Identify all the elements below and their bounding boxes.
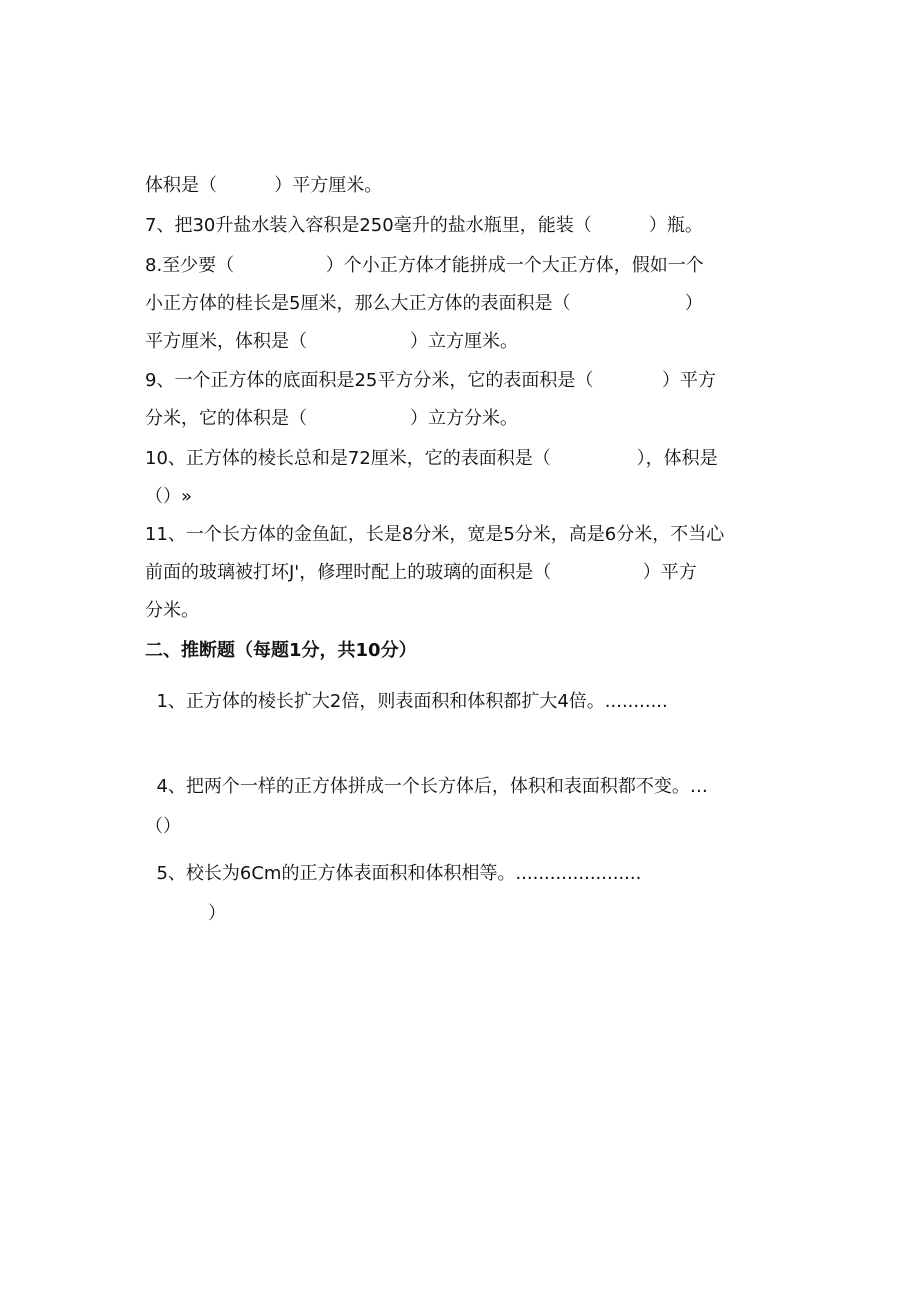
judgment-1: 1、正方体的棱长扩大2倍，则表面积和体积都扩大4倍。........... [145,691,668,712]
question-11-line-1: 11、一个长方体的金鱼缸，长是8分米，宽是5分米，高是6分米，不当心 [145,524,725,545]
question-11-line-3: 分米。 [145,600,199,621]
section-heading: 二、推断题（每题1分，共10分） [145,640,417,661]
question-8-line-3: 平方厘米，体积是（ ）立方厘米。 [145,331,518,352]
question-8-line-1: 8.至少要（ ）个小正方体才能拼成一个大正方体，假如一个 [145,255,704,276]
judgment-5-line-1: 5、校长为6Cm的正方体表面积和体积相等。...................... [145,863,642,884]
question-8-line-2: 小正方体的桂长是5厘米，那么大正方体的表面积是（ ） [145,293,703,314]
question-6-continuation: 体积是（ ）平方厘米。 [145,175,383,196]
question-10-line-2: （）» [145,486,193,507]
judgment-4-line-1: 4、把两个一样的正方体拼成一个长方体后，体积和表面积都不变。… [145,776,708,797]
judgment-5-line-2: ） [145,903,226,924]
question-10-line-1: 10、正方体的棱长总和是72厘米，它的表面积是（ ），体积是 [145,448,718,469]
question-9-line-2: 分米，它的体积是（ ）立方分米。 [145,408,518,429]
judgment-4-line-2: （） [145,816,181,837]
question-11-line-2: 前面的玻璃被打坏J'，修理时配上的玻璃的面积是（ ）平方 [145,562,697,583]
question-7: 7、把30升盐水装入容积是250毫升的盐水瓶里，能装（ ）瓶。 [145,215,703,236]
question-9-line-1: 9、一个正方体的底面积是25平方分米，它的表面积是（ ）平方 [145,370,717,391]
